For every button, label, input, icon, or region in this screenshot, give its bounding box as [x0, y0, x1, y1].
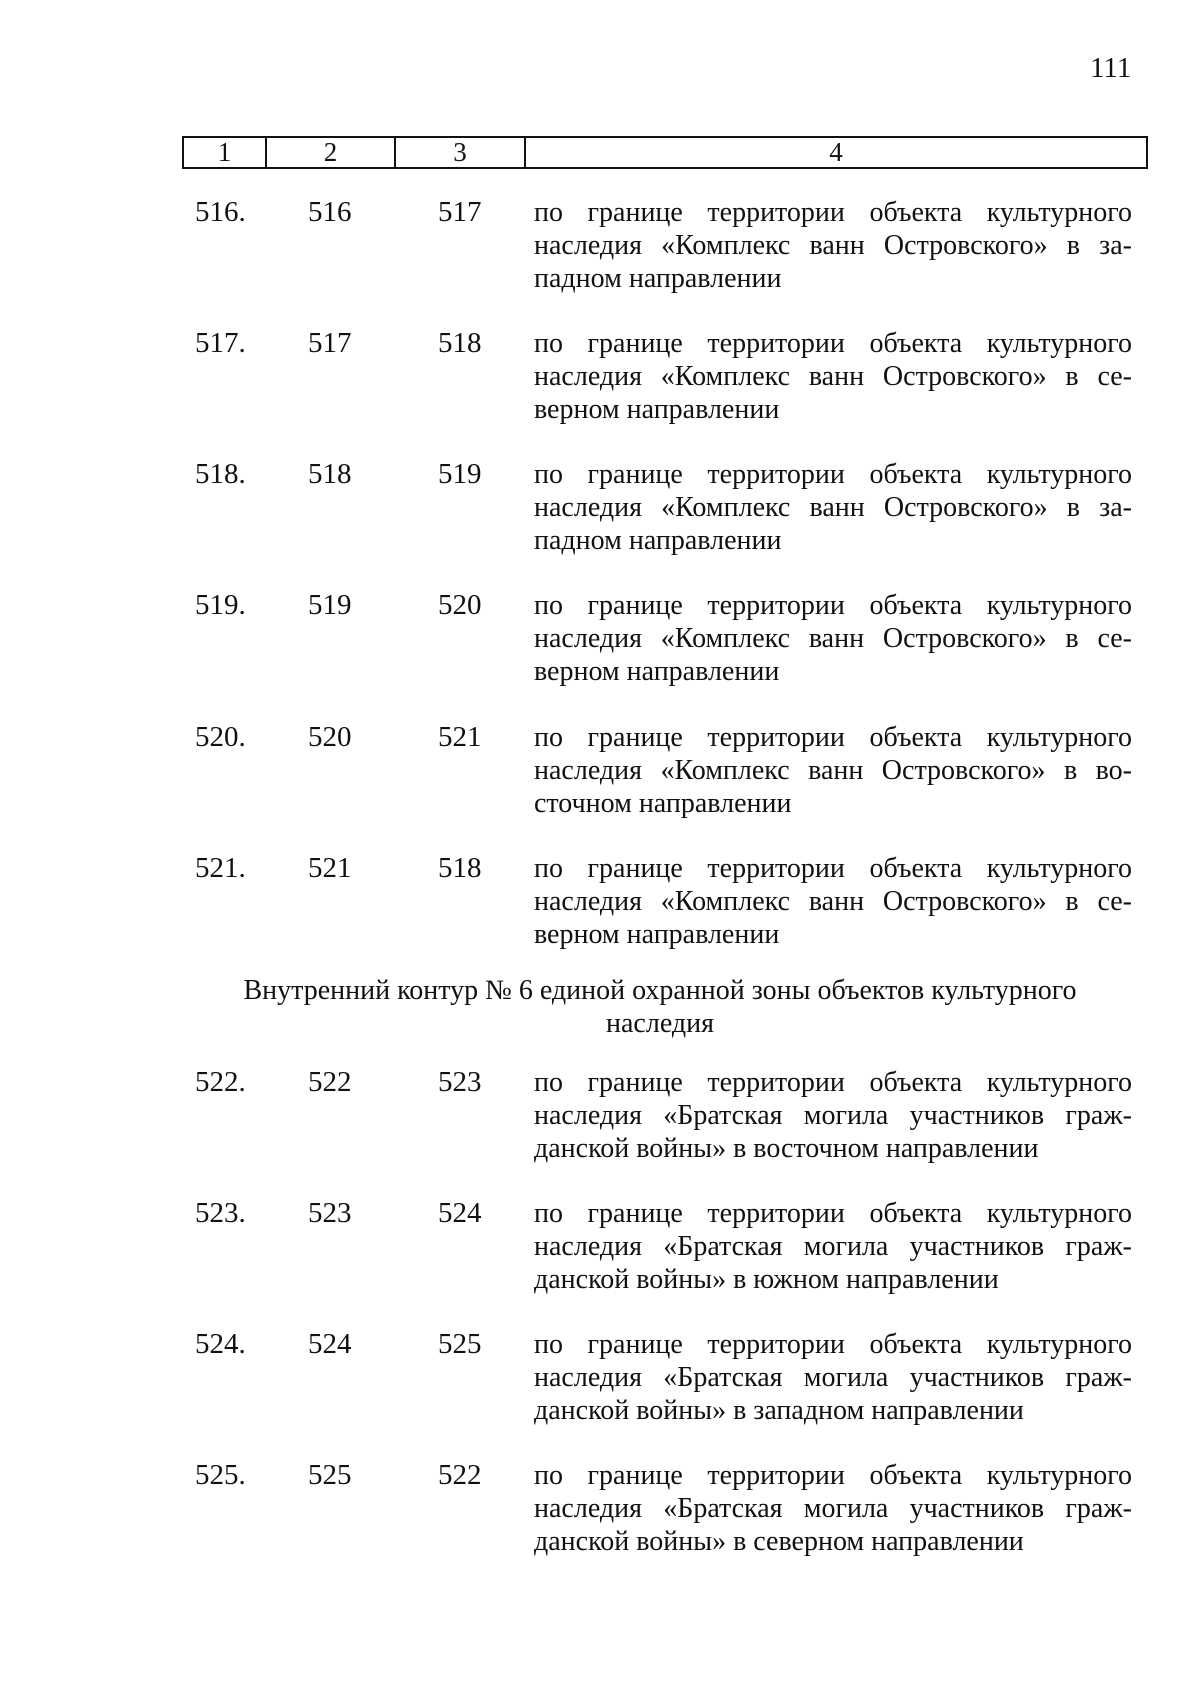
start-point: 522 — [308, 1066, 352, 1098]
row-number: 516. — [195, 196, 246, 228]
boundary-description: по границе территории объекта культурного наследия «Братская могила участников гражданской войны» в южном направлении — [534, 1198, 1132, 1295]
column-header-1: 1 — [183, 137, 266, 168]
table-row — [0, 327, 1200, 427]
end-point: 525 — [438, 1328, 482, 1360]
table-row — [0, 458, 1200, 558]
row-number: 525. — [195, 1459, 246, 1491]
start-point: 516 — [308, 196, 352, 228]
end-point: 518 — [438, 852, 482, 884]
table-row — [0, 1328, 1200, 1428]
boundary-description: по границе территории объекта культурного наследия «Братская могила участников гражданской войны» в восточном направлении — [534, 1067, 1132, 1164]
start-point: 518 — [308, 458, 352, 490]
column-header-table — [182, 136, 1148, 169]
end-point: 520 — [438, 589, 482, 621]
column-header-2: 2 — [266, 137, 395, 168]
table-row — [0, 852, 1200, 952]
table-row — [0, 721, 1200, 821]
boundary-description: по границе территории объекта культурного наследия «Братская могила участников гражданской войны» в западном направлении — [534, 1329, 1132, 1426]
start-point: 523 — [308, 1197, 352, 1229]
boundary-description: по границе территории объекта культурного наследия «Комплекс ванн Островского» в западном направлении — [534, 197, 1132, 294]
row-number: 523. — [195, 1197, 246, 1229]
table-row — [0, 196, 1200, 296]
start-point: 521 — [308, 852, 352, 884]
start-point: 519 — [308, 589, 352, 621]
end-point: 517 — [438, 196, 482, 228]
row-number: 524. — [195, 1328, 246, 1360]
page-number: 111 — [1090, 52, 1132, 84]
start-point: 517 — [308, 327, 352, 359]
boundary-description: по границе территории объекта культурного наследия «Комплекс ванн Островского» в западном направлении — [534, 459, 1132, 556]
table-row — [0, 589, 1200, 689]
row-number: 517. — [195, 327, 246, 359]
row-number: 521. — [195, 852, 246, 884]
column-header-3: 3 — [395, 137, 525, 168]
boundary-description: по границе территории объекта культурного наследия «Комплекс ванн Островского» в восточном направлении — [534, 722, 1132, 819]
boundary-description: по границе территории объекта культурного наследия «Братская могила участников гражданской войны» в северном направлении — [534, 1460, 1132, 1557]
column-header-4: 4 — [525, 137, 1147, 168]
end-point: 523 — [438, 1066, 482, 1098]
row-number: 518. — [195, 458, 246, 490]
table-row — [0, 1197, 1200, 1297]
row-number: 520. — [195, 721, 246, 753]
table-row — [0, 1459, 1200, 1559]
start-point: 525 — [308, 1459, 352, 1491]
boundary-description: по границе территории объекта культурного наследия «Комплекс ванн Островского» в северном направлении — [534, 853, 1132, 950]
boundary-description: по границе территории объекта культурного наследия «Комплекс ванн Островского» в северном направлении — [534, 590, 1132, 687]
start-point: 524 — [308, 1328, 352, 1360]
row-number: 522. — [195, 1066, 246, 1098]
end-point: 524 — [438, 1197, 482, 1229]
end-point: 521 — [438, 721, 482, 753]
row-number: 519. — [195, 589, 246, 621]
end-point: 518 — [438, 327, 482, 359]
end-point: 519 — [438, 458, 482, 490]
boundary-description: по границе территории объекта культурного наследия «Комплекс ванн Островского» в северном направлении — [534, 328, 1132, 425]
section-title: Внутренний контур № 6 единой охранной зоны объектов культурного наследия — [243, 975, 1077, 1039]
end-point: 522 — [438, 1459, 482, 1491]
table-row — [0, 1066, 1200, 1166]
start-point: 520 — [308, 721, 352, 753]
